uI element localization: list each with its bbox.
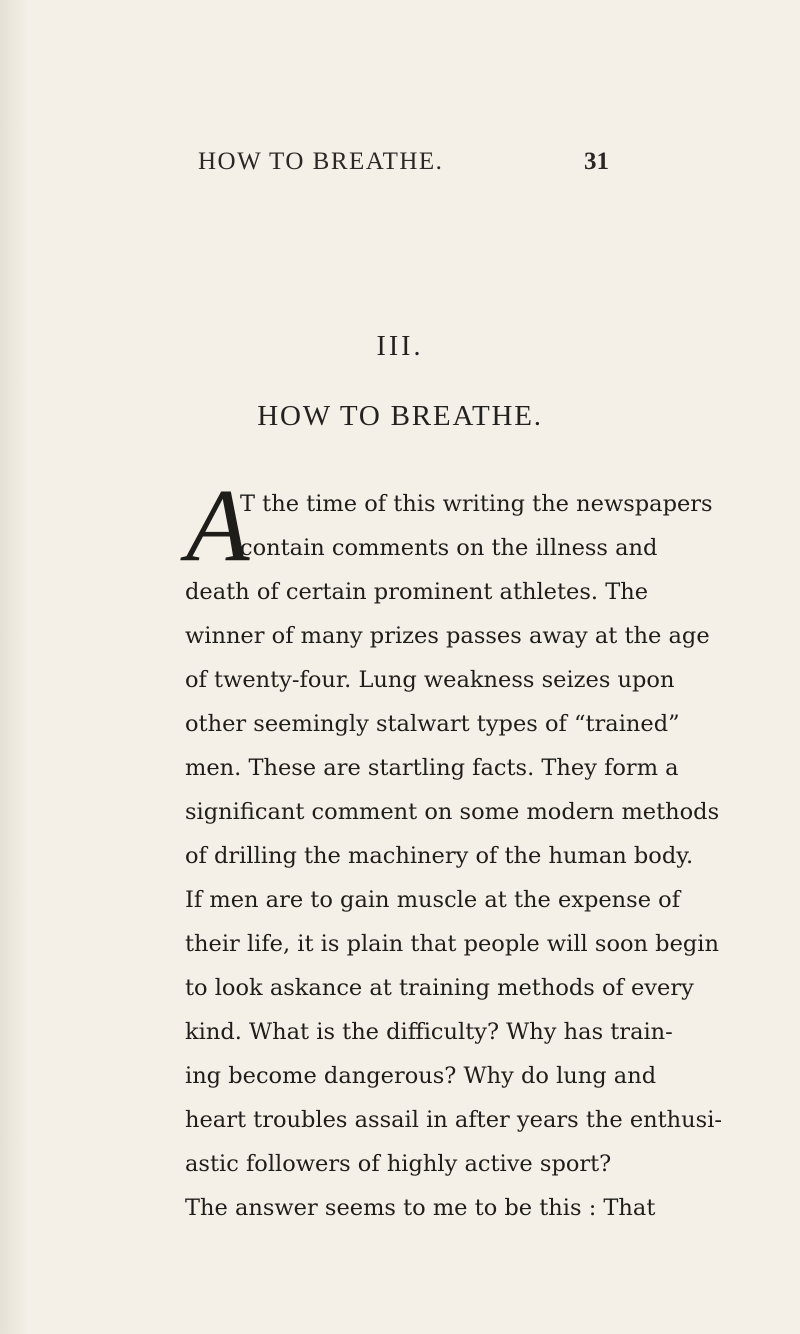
page-gutter-shadow [0, 0, 28, 1334]
running-header [0, 148, 800, 178]
page-number: 31 [584, 148, 609, 175]
chapter-title: HOW TO BREATHE. [257, 400, 543, 432]
text-line-17: The answer seems to me to be this : That [185, 1195, 656, 1221]
text-line-14: ing become dangerous? Why do lung and [185, 1063, 657, 1089]
text-line-3: death of certain prominent athletes. The [185, 579, 649, 605]
text-line-11: their life, it is plain that people will soon begin [185, 931, 719, 957]
text-line-10: If men are to gain muscle at the expense of [185, 887, 681, 913]
text-line-1: T the time of this writing the newspapers [240, 491, 713, 517]
text-line-8: significant comment on some modern methods [185, 799, 720, 825]
text-line-7: men. These are startling facts. They form a [185, 755, 679, 781]
text-line-9: of drilling the machinery of the human body. [185, 843, 694, 869]
drop-cap-letter: A [186, 468, 250, 583]
text-line-2: contain comments on the illness and [240, 535, 658, 561]
text-line-12: to look askance at training methods of every [185, 975, 694, 1001]
text-line-6: other seemingly stalwart types of “trained” [185, 711, 680, 737]
text-line-15: heart troubles assail in after years the enthusi- [185, 1107, 723, 1133]
running-title: HOW TO BREATHE. [198, 148, 444, 175]
text-line-13: kind. What is the difficulty? Why has train- [185, 1019, 673, 1045]
text-line-4: winner of many prizes passes away at the age [185, 623, 710, 649]
chapter-number: III. [376, 331, 424, 362]
text-line-5: of twenty-four. Lung weakness seizes upon [185, 667, 675, 693]
text-line-16: astic followers of highly active sport? [185, 1151, 612, 1177]
